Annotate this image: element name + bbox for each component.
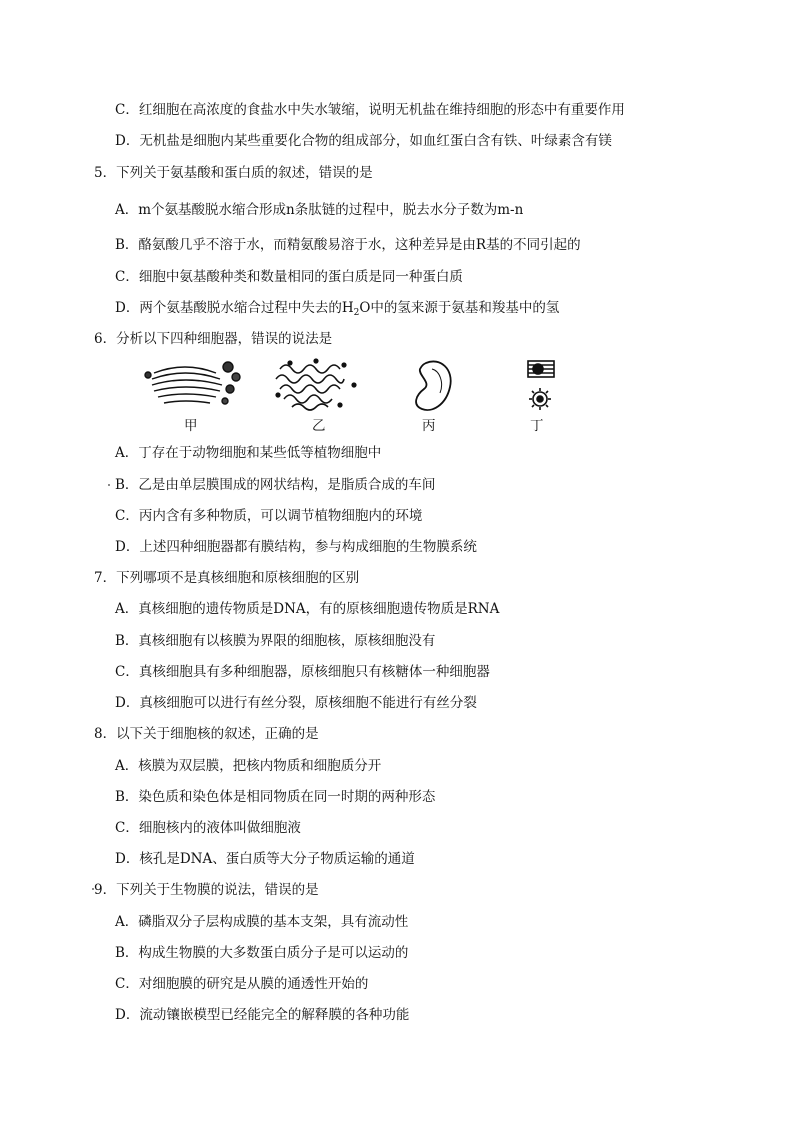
endoplasmic-reticulum-icon <box>276 359 356 410</box>
scan-dot <box>108 484 110 486</box>
q6-option-c: C．丙内含有多种物质，可以调节植物细胞内的环境 <box>115 508 423 524</box>
q7-option-b: B．真核细胞有以核膜为界限的细胞核，原核细胞没有 <box>115 633 436 649</box>
golgi-apparatus-icon <box>145 362 240 404</box>
q8-option-a: A．核膜为双层膜，把核内物质和细胞质分开 <box>115 758 382 774</box>
q5-option-d-post: O中的氢来源于氨基和羧基中的氢 <box>359 300 560 316</box>
q7-stem: 7．下列哪项不是真核细胞和原核细胞的区别 <box>94 570 360 586</box>
q5-option-a: A．m个氨基酸脱水缩合形成n条肽链的过程中，脱去水分子数为m-n <box>115 202 524 218</box>
figure-label-jia: 甲 <box>184 418 198 434</box>
q9-option-b: B．构成生物膜的大多数蛋白质分子是可以运动的 <box>115 945 409 961</box>
q6-option-d: D．上述四种细胞器都有膜结构，参与构成细胞的生物膜系统 <box>115 539 477 555</box>
q5-option-b: B．酪氨酸几乎不溶于水，而精氨酸易溶于水，这种差异是由R基的不同引起的 <box>115 237 581 253</box>
q7-option-c: C．真核细胞具有多种细胞器，原核细胞只有核糖体一种细胞器 <box>115 664 490 680</box>
q7-option-d: D．真核细胞可以进行有丝分裂，原核细胞不能进行有丝分裂 <box>115 695 477 711</box>
q8-option-c: C．细胞核内的液体叫做细胞液 <box>115 820 301 836</box>
figure-label-ding: 丁 <box>530 418 544 434</box>
q5-option-d-pre: D．两个氨基酸脱水缩合过程中失去的H <box>115 300 354 316</box>
q9-option-d: D．流动镶嵌模型已经能完全的解释膜的各种功能 <box>115 1007 410 1023</box>
figure-label-yi: 乙 <box>312 418 326 434</box>
q9-stem: 9．下列关于生物膜的说法，错误的是 <box>94 882 319 898</box>
q5-option-c: C．细胞中氨基酸种类和数量相同的蛋白质是同一种蛋白质 <box>115 269 463 285</box>
q7-option-a: A．真核细胞的遗传物质是DNA，有的原核细胞遗传物质是RNA <box>115 601 500 617</box>
q8-stem: 8．以下关于细胞核的叙述，正确的是 <box>94 726 319 742</box>
q4-option-c: C．红细胞在高浓度的食盐水中失水皱缩，说明无机盐在维持细胞的形态中有重要作用 <box>115 102 625 118</box>
q6-option-b: B．乙是由单层膜围成的网状结构，是脂质合成的车间 <box>115 477 436 493</box>
organelles-drawing <box>140 355 580 417</box>
organelles-figure <box>140 355 580 435</box>
q5-option-d <box>115 298 559 323</box>
q9-option-a: A．磷脂双分子层构成膜的基本支架，具有流动性 <box>115 914 409 930</box>
q6-option-a: A．丁存在于动物细胞和某些低等植物细胞中 <box>115 445 382 461</box>
q8-option-b: B．染色质和染色体是相同物质在同一时期的两种形态 <box>115 789 436 805</box>
figure-label-bing: 丙 <box>422 418 436 434</box>
q4-option-d: D．无机盐是细胞内某些重要化合物的组成部分，如血红蛋白含有铁、叶绿素含有镁 <box>115 133 612 149</box>
centrosome-icon <box>528 361 554 410</box>
q5-option-d-subscript: 2 <box>353 308 360 318</box>
q9-option-c: C．对细胞膜的研究是从膜的通透性开始的 <box>115 976 369 992</box>
q5-stem: 5．下列关于氨基酸和蛋白质的叙述，错误的是 <box>94 165 373 181</box>
q6-stem: 6．分析以下四种细胞器，错误的说法是 <box>94 331 333 347</box>
q8-option-d: D．核孔是DNA、蛋白质等大分子物质运输的通道 <box>115 851 415 867</box>
vacuole-icon <box>416 361 451 410</box>
